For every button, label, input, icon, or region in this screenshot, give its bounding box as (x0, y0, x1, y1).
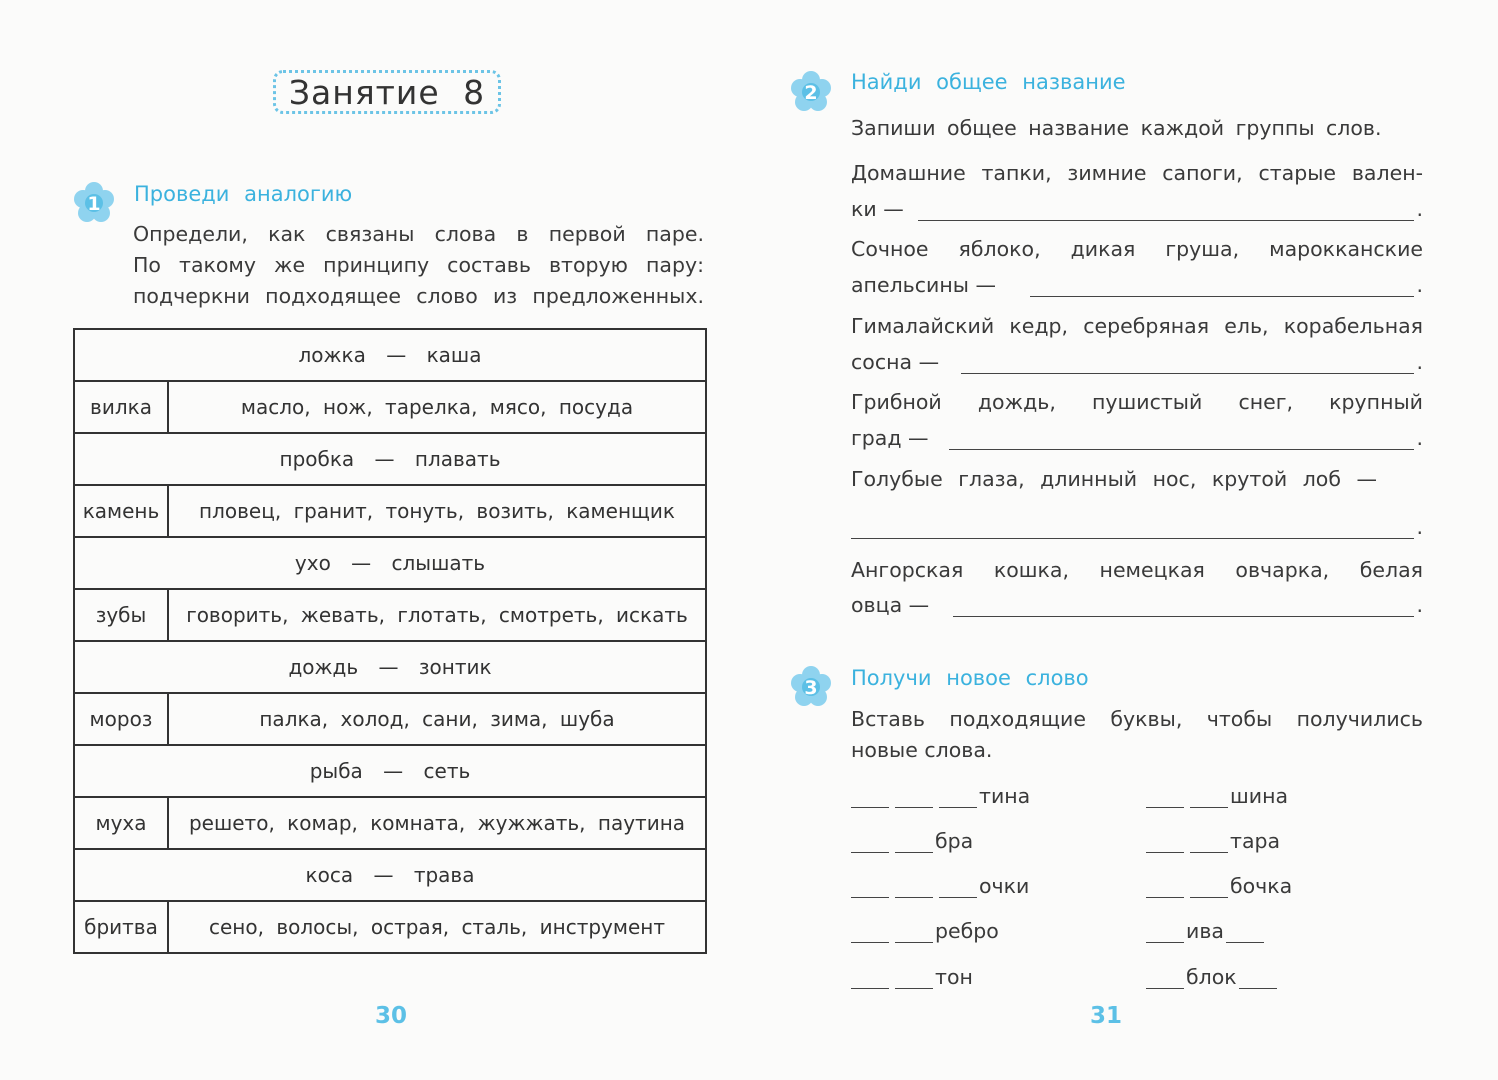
answer-row (851, 190, 1423, 221)
answer-row (851, 586, 1423, 617)
table-row-pair: коса — трава (75, 850, 705, 902)
word-puzzle[interactable]: ива (1146, 919, 1264, 943)
answer-line[interactable] (961, 355, 1414, 374)
task1-text-line: Определи, как связаны слова в первой паре. (133, 222, 704, 246)
table-row-pair: ухо — слышать (75, 538, 705, 590)
task3-instruction-line: Вставь подходящие буквы, чтобы получились (851, 707, 1423, 731)
task3-instruction (851, 704, 1423, 766)
word-puzzle[interactable]: очки (851, 874, 1029, 898)
table-row (75, 902, 705, 954)
analogy-table (73, 328, 707, 954)
answer-label: сосна — (851, 350, 940, 374)
answer-line[interactable] (949, 431, 1415, 450)
word-puzzle[interactable]: блок (1146, 965, 1277, 989)
word-puzzle[interactable]: бра (851, 829, 973, 853)
word-puzzle[interactable]: шина (1146, 784, 1288, 808)
table-row (75, 486, 705, 538)
word-puzzle[interactable]: тон (851, 965, 973, 989)
table-row-pair: пробка — плавать (75, 434, 705, 486)
options[interactable]: решето, комар, комната, жужжать, паутина (188, 811, 686, 835)
lesson-title: Занятие 8 (273, 70, 501, 114)
task2-item-line: Домашние тапки, зимние сапоги, старые вален- (851, 161, 1423, 185)
options[interactable]: палка, холод, сани, зима, шуба (259, 707, 615, 731)
task2-item-line: Гималайский кедр, серебряная ель, корабельная (851, 314, 1423, 338)
task1-text (133, 219, 704, 312)
key-word: мороз (75, 694, 169, 744)
task2-number: 2 (804, 82, 818, 104)
answer-line[interactable] (851, 520, 1414, 539)
table-row (75, 798, 705, 850)
page-number: 30 (375, 1003, 408, 1029)
period: . (1416, 350, 1423, 374)
answer-row (851, 419, 1423, 450)
task2-item-line: Голубые глаза, длинный нос, крутой лоб — (851, 467, 1378, 491)
options[interactable]: пловец, гранит, тонуть, возить, каменщик (199, 499, 675, 523)
task2-instruction: Запиши общее название каждой группы слов. (851, 116, 1382, 140)
task2-item-line: Грибной дождь, пушистый снег, крупный (851, 390, 1423, 414)
answer-row (851, 266, 1423, 297)
word-puzzle[interactable]: ребро (851, 919, 999, 943)
options[interactable]: масло, нож, тарелка, мясо, посуда (240, 395, 634, 419)
table-row-pair: ложка — каша (75, 330, 705, 382)
answer-line[interactable] (918, 202, 1415, 221)
period: . (1416, 593, 1423, 617)
task1-text-line: По такому же принципу составь вторую пару: (133, 253, 704, 277)
key-word: камень (75, 486, 169, 536)
task1-number: 1 (87, 193, 101, 215)
key-word: зубы (75, 590, 169, 640)
task2-item-line: Ангорская кошка, немецкая овчарка, белая (851, 558, 1423, 582)
answer-label: апельсины — (851, 273, 996, 297)
task3-instruction-line: новые слова. (851, 738, 993, 762)
task2-item-line: Сочное яблоко, дикая груша, марокканские (851, 237, 1423, 261)
table-row (75, 694, 705, 746)
flower-number-icon (72, 181, 116, 225)
task3-number: 3 (804, 677, 818, 699)
period: . (1416, 197, 1423, 221)
task1-text-line: подчеркни подходящее слово из предложенных. (133, 284, 704, 308)
answer-row (851, 343, 1423, 374)
flower-number-icon (789, 70, 833, 114)
options[interactable]: говорить, жевать, глотать, смотреть, искать (186, 603, 688, 627)
answer-line[interactable] (1030, 278, 1415, 297)
period: . (1416, 515, 1423, 539)
word-puzzle[interactable]: бочка (1146, 874, 1292, 898)
word-puzzle[interactable]: тара (1146, 829, 1280, 853)
key-word: муха (75, 798, 169, 848)
flower-number-icon (789, 665, 833, 709)
word-puzzle[interactable]: тина (851, 784, 1030, 808)
answer-line[interactable] (953, 598, 1414, 617)
page-number: 31 (1090, 1003, 1123, 1029)
task2-title: Найди общее название (851, 70, 1126, 94)
table-row-pair: дождь — зонтик (75, 642, 705, 694)
key-word: вилка (75, 382, 169, 432)
answer-label: град — (851, 426, 929, 450)
period: . (1416, 273, 1423, 297)
task3-title: Получи новое слово (851, 666, 1089, 690)
table-row (75, 382, 705, 434)
period: . (1416, 426, 1423, 450)
table-row-pair: рыба — сеть (75, 746, 705, 798)
answer-row (851, 508, 1423, 539)
task1-title: Проведи аналогию (134, 182, 353, 206)
key-word: бритва (75, 902, 169, 952)
table-row (75, 590, 705, 642)
options[interactable]: сено, волосы, острая, сталь, инструмент (208, 915, 665, 939)
answer-label: овца — (851, 593, 930, 617)
answer-label: ки — (851, 197, 904, 221)
